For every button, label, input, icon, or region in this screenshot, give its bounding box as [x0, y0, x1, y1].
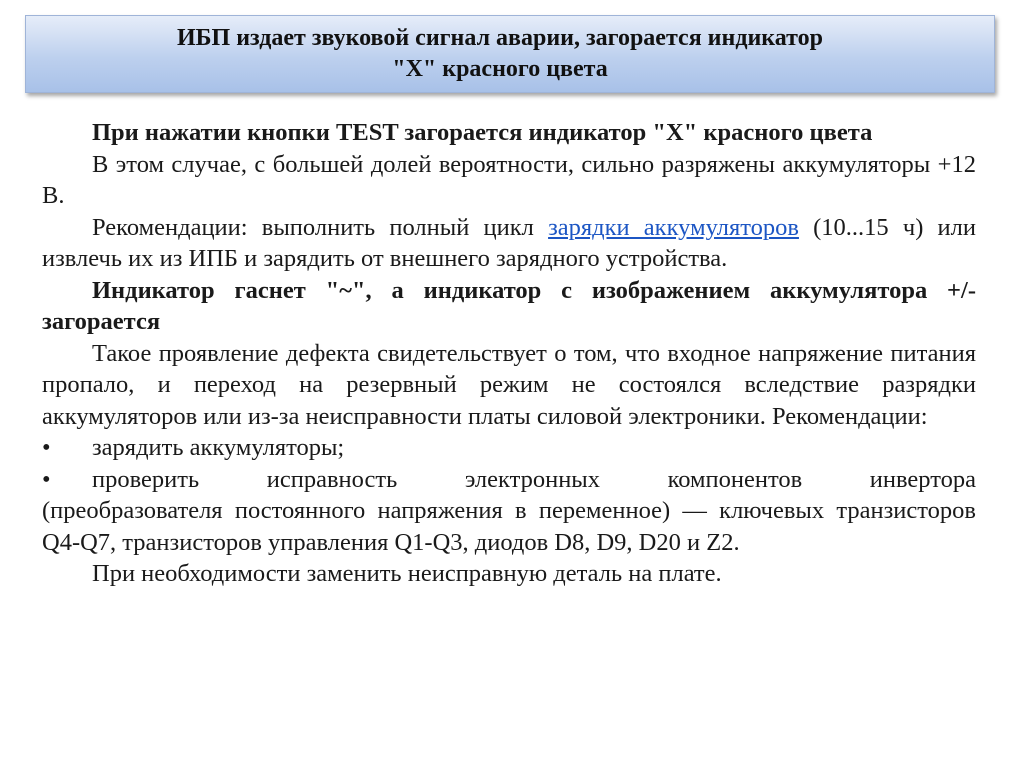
bullet-mark: • [42, 434, 51, 461]
bullet-continuation: (преобразователя постоянного напряжения в переменное) — ключевых транзисторов Q4-Q7, транзисторов управления Q1-Q3, диодов D8, D9, D20 и Z2. [42, 497, 976, 556]
bullet-text: зарядить аккумуляторы; [92, 434, 345, 461]
section1-heading: При нажатии кнопки TEST загорается индикатор "Х" красного цвета [92, 119, 873, 146]
section1-recommendation [42, 212, 976, 275]
slide-content [42, 117, 976, 590]
bullet-text: проверить исправность электронных компонентов инвертора [92, 465, 976, 493]
recommendation-prefix: Рекомендации: выполнить полный цикл [92, 213, 549, 241]
charging-link[interactable]: зарядки аккумуляторов [548, 213, 799, 241]
section2-paragraph: Такое проявление дефекта свидетельствует о том, что входное напряжение питания пропало, и переход на резервный режим не состоялся вследствие разрядки аккумуляторов или из-за неисправности платы силовой электроники. Рекомендации: [42, 339, 976, 430]
bullet-item [42, 432, 976, 464]
bullet-mark: • [42, 465, 51, 493]
final-paragraph: При необходимости заменить неисправную деталь на плате. [92, 560, 722, 587]
section1-paragraph: В этом случае, с большей долей вероятности, сильно разряжены аккумуляторы +12 В. [42, 150, 976, 209]
slide-title-box [25, 15, 995, 93]
bullet-item [42, 464, 976, 496]
slide-title: ИБП издает звуковой сигнал аварии, загорается индикатор "Х" красного цвета [177, 25, 823, 82]
section2-heading: Индикатор гаснет "~", а индикатор с изображением аккумулятора +/- загорается [42, 276, 976, 335]
recommendation-suffix: (10...15 ч) или извлечь их из ИПБ и зарядить от внешнего зарядного устройства. [42, 213, 976, 272]
